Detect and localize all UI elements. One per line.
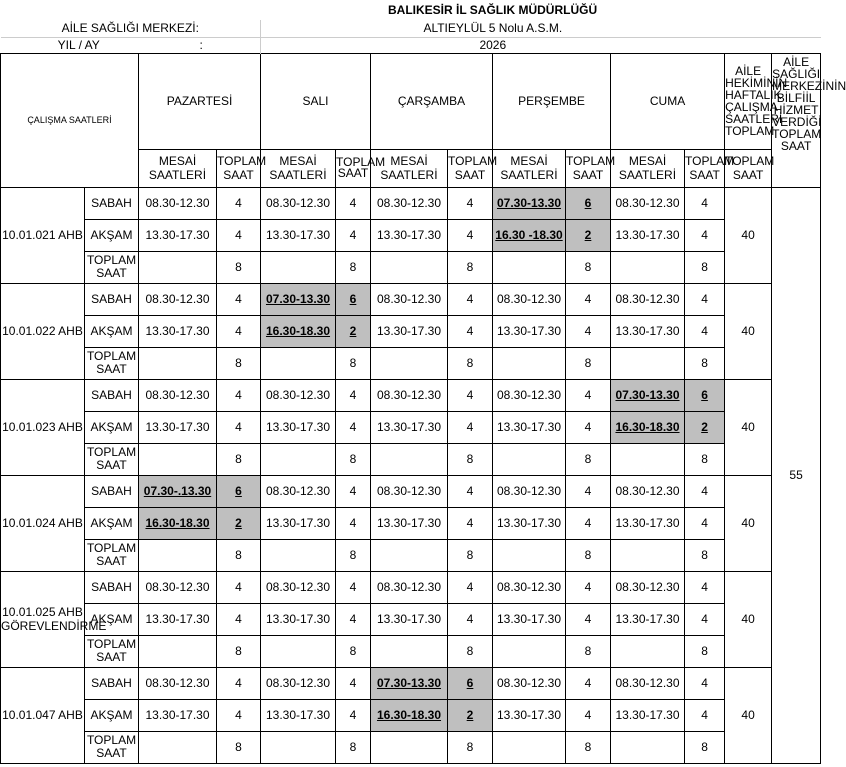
doctor-row-toplam — [1, 731, 821, 763]
sabah-total-friday: 4 — [685, 475, 725, 507]
sabah-total-thursday: 4 — [566, 475, 611, 507]
day-total-monday: 8 — [217, 347, 261, 379]
empty-cell — [371, 443, 448, 475]
aksam-total-monday: 4 — [217, 699, 261, 731]
sabah-hours-monday: 08.30-12.30 — [139, 667, 217, 699]
day-header-tuesday: SALI — [261, 53, 371, 149]
aksam-hours-tuesday: 13.30-17.30 — [261, 603, 336, 635]
sabah-hours-monday: 08.30-12.30 — [139, 187, 217, 219]
doctor-row-sabah — [1, 571, 821, 603]
sabah-hours-monday: 08.30-12.30 — [139, 571, 217, 603]
aksam-total-tuesday: 4 — [336, 603, 371, 635]
empty-cell — [261, 347, 336, 379]
sabah-total-friday: 4 — [685, 571, 725, 603]
aksam-total-thursday: 4 — [566, 699, 611, 731]
aksam-total-monday: 4 — [217, 603, 261, 635]
aksam-hours-wednesday: 13.30-17.30 — [371, 219, 448, 251]
aksam-hours-thursday: 13.30-17.30 — [493, 699, 566, 731]
shift-label-aksam: AKŞAM — [85, 315, 139, 347]
sabah-total-tuesday: 6 — [336, 283, 371, 315]
doctor-row-sabah — [1, 187, 821, 219]
aksam-hours-friday: 13.30-17.30 — [611, 699, 685, 731]
sabah-total-friday: 6 — [685, 379, 725, 411]
sabah-total-monday: 4 — [217, 571, 261, 603]
sabah-total-monday: 4 — [217, 283, 261, 315]
sabah-hours-thursday: 08.30-12.30 — [493, 283, 566, 315]
weekly-total: 40 — [725, 283, 772, 379]
sabah-total-tuesday: 4 — [336, 187, 371, 219]
aksam-hours-tuesday: 13.30-17.30 — [261, 219, 336, 251]
period-label: YIL / AY — [57, 38, 100, 52]
aksam-total-monday: 4 — [217, 219, 261, 251]
aksam-hours-thursday: 13.30-17.30 — [493, 603, 566, 635]
shift-label-toplam: TOPLAM SAAT — [85, 731, 139, 763]
doctor-row-aksam — [1, 699, 821, 731]
aksam-hours-friday: 13.30-17.30 — [611, 603, 685, 635]
aksam-hours-friday: 13.30-17.30 — [611, 219, 685, 251]
sabah-total-tuesday: 4 — [336, 667, 371, 699]
aksam-total-wednesday: 2 — [448, 699, 493, 731]
doctor-name: 10.01.047 AHB — [1, 667, 85, 763]
aksam-total-wednesday: 4 — [448, 411, 493, 443]
sabah-hours-thursday: 08.30-12.30 — [493, 667, 566, 699]
aksam-hours-wednesday: 13.30-17.30 — [371, 507, 448, 539]
day-total-tuesday: 8 — [336, 635, 371, 667]
asm-label: AİLE SAĞLIĞI MERKEZİ: — [1, 20, 261, 37]
doctor-row-aksam — [1, 315, 821, 347]
empty-cell — [261, 443, 336, 475]
weekly-total: 40 — [725, 379, 772, 475]
sabah-hours-tuesday: 08.30-12.30 — [261, 187, 336, 219]
sabah-hours-friday: 08.30-12.30 — [611, 475, 685, 507]
aksam-total-wednesday: 4 — [448, 219, 493, 251]
weekly-total: 40 — [725, 187, 772, 283]
sabah-total-thursday: 4 — [566, 571, 611, 603]
doctor-row-toplam — [1, 347, 821, 379]
sabah-total-thursday: 6 — [566, 187, 611, 219]
aksam-hours-monday: 13.30-17.30 — [139, 219, 217, 251]
empty-cell — [493, 443, 566, 475]
doctor-row-sabah — [1, 283, 821, 315]
shift-label-sabah: SABAH — [85, 475, 139, 507]
doctor-row-sabah — [1, 379, 821, 411]
empty-cell — [611, 635, 685, 667]
aksam-total-monday: 4 — [217, 315, 261, 347]
day-total-tuesday: 8 — [336, 251, 371, 283]
aksam-total-thursday: 2 — [566, 219, 611, 251]
toplam-saat-header: TOPLAM SAAT — [217, 149, 261, 187]
sabah-total-friday: 4 — [685, 283, 725, 315]
aksam-total-friday: 2 — [685, 411, 725, 443]
sabah-hours-tuesday: 08.30-12.30 — [261, 571, 336, 603]
day-total-wednesday: 8 — [448, 731, 493, 763]
period-value: 2026 — [479, 38, 507, 52]
shift-label-toplam: TOPLAM SAAT — [85, 251, 139, 283]
sabah-hours-friday: 08.30-12.30 — [611, 667, 685, 699]
aksam-hours-wednesday: 13.30-17.30 — [371, 315, 448, 347]
doctor-name: 10.01.023 AHB — [1, 379, 85, 475]
day-total-friday: 8 — [685, 731, 725, 763]
aksam-total-tuesday: 4 — [336, 411, 371, 443]
sabah-total-wednesday: 4 — [448, 283, 493, 315]
sabah-hours-monday: 08.30-12.30 — [139, 283, 217, 315]
sabah-total-tuesday: 4 — [336, 379, 371, 411]
mesai-header: MESAİ SAATLERİ — [493, 149, 566, 187]
sabah-hours-wednesday: 08.30-12.30 — [371, 283, 448, 315]
sabah-total-tuesday: 4 — [336, 571, 371, 603]
doctor-name: 10.01.024 AHB — [1, 475, 85, 571]
asm-value: ALTIEYLÜL 5 Nolu A.S.M. — [261, 20, 725, 37]
shift-label-aksam: AKŞAM — [85, 411, 139, 443]
sabah-hours-friday: 07.30-13.30 — [611, 379, 685, 411]
aksam-hours-wednesday: 16.30-18.30 — [371, 699, 448, 731]
shift-label-aksam: AKŞAM — [85, 219, 139, 251]
toplam-saat-header: TOPLAM SAAT — [566, 149, 611, 187]
empty-cell — [611, 731, 685, 763]
aksam-total-wednesday: 4 — [448, 603, 493, 635]
sabah-total-wednesday: 4 — [448, 379, 493, 411]
sabah-total-wednesday: 4 — [448, 475, 493, 507]
empty-cell — [493, 731, 566, 763]
aksam-total-friday: 4 — [685, 699, 725, 731]
empty-cell — [611, 251, 685, 283]
aksam-total-tuesday: 4 — [336, 699, 371, 731]
sabah-hours-monday: 08.30-12.30 — [139, 379, 217, 411]
mesai-header: MESAİ SAATLERİ — [261, 149, 336, 187]
aksam-total-friday: 4 — [685, 603, 725, 635]
aksam-total-wednesday: 4 — [448, 315, 493, 347]
center-total-header: AİLE SAĞLIĞI MERKEZİNİN BİLFİİL HİZMET VERDİĞİ TOPLAM SAAT — [772, 53, 821, 187]
doctor-name: 10.01.021 AHB — [1, 187, 85, 283]
sabah-hours-thursday: 08.30-12.30 — [493, 571, 566, 603]
weekly-total-header: AİLE HEKİMİNİN HAFTALIK ÇALIŞMA SAATLERİ TOPLAM — [725, 53, 772, 149]
empty-cell — [493, 251, 566, 283]
empty-cell — [371, 635, 448, 667]
aksam-hours-wednesday: 13.30-17.30 — [371, 411, 448, 443]
sabah-hours-wednesday: 08.30-12.30 — [371, 379, 448, 411]
day-total-thursday: 8 — [566, 251, 611, 283]
day-total-monday: 8 — [217, 731, 261, 763]
sabah-total-tuesday: 4 — [336, 475, 371, 507]
period-colon: : — [199, 38, 203, 52]
doctor-name: 10.01.022 AHB — [1, 283, 85, 379]
sabah-hours-wednesday: 08.30-12.30 — [371, 187, 448, 219]
day-total-thursday: 8 — [566, 347, 611, 379]
doctor-row-aksam — [1, 507, 821, 539]
aksam-total-friday: 4 — [685, 507, 725, 539]
toplam-saat-header: TOPLAM SAAT — [685, 149, 725, 187]
aksam-hours-tuesday: 13.30-17.30 — [261, 699, 336, 731]
aksam-total-tuesday: 4 — [336, 507, 371, 539]
sabah-hours-thursday: 07.30-13.30 — [493, 187, 566, 219]
aksam-hours-monday: 13.30-17.30 — [139, 603, 217, 635]
day-header-wednesday: ÇARŞAMBA — [371, 53, 493, 149]
sabah-hours-tuesday: 08.30-12.30 — [261, 379, 336, 411]
day-total-friday: 8 — [685, 347, 725, 379]
empty-cell — [611, 347, 685, 379]
shift-label-aksam: AKŞAM — [85, 699, 139, 731]
sabah-total-friday: 4 — [685, 667, 725, 699]
sabah-total-thursday: 4 — [566, 667, 611, 699]
doctor-name: 10.01.025 AHB GÖREVLENDİRME — [1, 571, 85, 667]
empty-cell — [371, 251, 448, 283]
aksam-hours-friday: 13.30-17.30 — [611, 507, 685, 539]
sabah-total-wednesday: 4 — [448, 571, 493, 603]
day-total-friday: 8 — [685, 539, 725, 571]
shift-label-sabah: SABAH — [85, 571, 139, 603]
aksam-hours-tuesday: 13.30-17.30 — [261, 507, 336, 539]
shift-label-aksam: AKŞAM — [85, 507, 139, 539]
empty-cell — [493, 635, 566, 667]
day-total-tuesday: 8 — [336, 539, 371, 571]
day-total-monday: 8 — [217, 635, 261, 667]
sabah-hours-tuesday: 08.30-12.30 — [261, 667, 336, 699]
empty-cell — [139, 251, 217, 283]
day-total-wednesday: 8 — [448, 443, 493, 475]
day-header-friday: CUMA — [611, 53, 725, 149]
aksam-hours-monday: 13.30-17.30 — [139, 315, 217, 347]
sabah-hours-thursday: 08.30-12.30 — [493, 475, 566, 507]
day-header-thursday: PERŞEMBE — [493, 53, 611, 149]
aksam-total-tuesday: 4 — [336, 219, 371, 251]
empty-cell — [261, 251, 336, 283]
aksam-total-thursday: 4 — [566, 411, 611, 443]
sabah-total-thursday: 4 — [566, 379, 611, 411]
toplam-saat-header: TOPLAM SAAT — [448, 149, 493, 187]
day-total-friday: 8 — [685, 443, 725, 475]
empty-cell — [139, 347, 217, 379]
toplam-saat-header: TOPLAM SAAT — [336, 149, 371, 187]
empty-cell — [493, 347, 566, 379]
shift-label-toplam: TOPLAM SAAT — [85, 635, 139, 667]
sabah-hours-friday: 08.30-12.30 — [611, 571, 685, 603]
aksam-hours-monday: 13.30-17.30 — [139, 699, 217, 731]
doctor-row-toplam — [1, 443, 821, 475]
mesai-header: MESAİ SAATLERİ — [371, 149, 448, 187]
aksam-hours-thursday: 13.30-17.30 — [493, 507, 566, 539]
aksam-hours-thursday: 13.30-17.30 — [493, 411, 566, 443]
aksam-hours-tuesday: 16.30-18.30 — [261, 315, 336, 347]
doctor-row-aksam — [1, 411, 821, 443]
aksam-total-friday: 4 — [685, 219, 725, 251]
shift-label-toplam: TOPLAM SAAT — [85, 347, 139, 379]
empty-cell — [261, 635, 336, 667]
sabah-total-monday: 4 — [217, 379, 261, 411]
doctor-row-toplam — [1, 539, 821, 571]
sabah-total-thursday: 4 — [566, 283, 611, 315]
aksam-total-tuesday: 2 — [336, 315, 371, 347]
day-total-wednesday: 8 — [448, 539, 493, 571]
aksam-hours-monday: 16.30-18.30 — [139, 507, 217, 539]
day-total-wednesday: 8 — [448, 251, 493, 283]
weekly-total: 40 — [725, 571, 772, 667]
sabah-hours-tuesday: 08.30-12.30 — [261, 475, 336, 507]
shift-label-sabah: SABAH — [85, 187, 139, 219]
empty-cell — [371, 731, 448, 763]
aksam-total-wednesday: 4 — [448, 507, 493, 539]
day-total-monday: 8 — [217, 443, 261, 475]
sabah-total-wednesday: 4 — [448, 187, 493, 219]
sabah-hours-wednesday: 08.30-12.30 — [371, 571, 448, 603]
aksam-total-thursday: 4 — [566, 507, 611, 539]
day-total-wednesday: 8 — [448, 347, 493, 379]
empty-cell — [371, 347, 448, 379]
aksam-hours-friday: 13.30-17.30 — [611, 315, 685, 347]
day-total-friday: 8 — [685, 635, 725, 667]
sabah-total-monday: 6 — [217, 475, 261, 507]
empty-cell — [261, 539, 336, 571]
work-hours-header: ÇALIŞMA SAATLERİ — [1, 53, 139, 187]
empty-cell — [611, 443, 685, 475]
empty-cell — [139, 443, 217, 475]
sabah-total-friday: 4 — [685, 187, 725, 219]
day-total-friday: 8 — [685, 251, 725, 283]
doctor-row-toplam — [1, 251, 821, 283]
empty-cell — [611, 539, 685, 571]
aksam-hours-thursday: 13.30-17.30 — [493, 315, 566, 347]
aksam-total-friday: 4 — [685, 315, 725, 347]
aksam-hours-thursday: 16.30 -18.30 — [493, 219, 566, 251]
empty-cell — [139, 731, 217, 763]
day-total-thursday: 8 — [566, 539, 611, 571]
day-total-wednesday: 8 — [448, 635, 493, 667]
aksam-hours-wednesday: 13.30-17.30 — [371, 603, 448, 635]
sabah-hours-wednesday: 07.30-13.30 — [371, 667, 448, 699]
doctor-row-aksam — [1, 219, 821, 251]
day-header-monday: PAZARTESİ — [139, 53, 261, 149]
empty-cell — [261, 731, 336, 763]
doctor-row-aksam — [1, 603, 821, 635]
weekly-total: 40 — [725, 667, 772, 763]
sabah-total-wednesday: 6 — [448, 667, 493, 699]
sabah-hours-friday: 08.30-12.30 — [611, 283, 685, 315]
day-total-thursday: 8 — [566, 731, 611, 763]
page-title: BALIKESİR İL SAĞLIK MÜDÜRLÜĞÜ — [388, 3, 598, 17]
empty-cell — [493, 539, 566, 571]
shift-label-sabah: SABAH — [85, 379, 139, 411]
shift-label-toplam: TOPLAM SAAT — [85, 443, 139, 475]
day-total-monday: 8 — [217, 251, 261, 283]
aksam-total-thursday: 4 — [566, 603, 611, 635]
sabah-hours-monday: 07.30-.13.30 — [139, 475, 217, 507]
doctor-row-sabah — [1, 667, 821, 699]
empty-cell — [139, 539, 217, 571]
day-total-tuesday: 8 — [336, 347, 371, 379]
sabah-hours-wednesday: 08.30-12.30 — [371, 475, 448, 507]
aksam-total-monday: 4 — [217, 411, 261, 443]
shift-label-toplam: TOPLAM SAAT — [85, 539, 139, 571]
day-total-tuesday: 8 — [336, 443, 371, 475]
sabah-total-monday: 4 — [217, 667, 261, 699]
mesai-header: MESAİ SAATLERİ — [611, 149, 685, 187]
empty-cell — [371, 539, 448, 571]
doctor-row-toplam — [1, 635, 821, 667]
aksam-hours-friday: 16.30-18.30 — [611, 411, 685, 443]
doctor-row-sabah — [1, 475, 821, 507]
day-total-tuesday: 8 — [336, 731, 371, 763]
day-total-thursday: 8 — [566, 443, 611, 475]
day-total-monday: 8 — [217, 539, 261, 571]
mesai-header: MESAİ SAATLERİ — [139, 149, 217, 187]
center-total: 55 — [772, 187, 821, 763]
shift-label-sabah: SABAH — [85, 667, 139, 699]
aksam-total-thursday: 4 — [566, 315, 611, 347]
sabah-total-monday: 4 — [217, 187, 261, 219]
shift-label-aksam: AKŞAM — [85, 603, 139, 635]
sabah-hours-friday: 08.30-12.30 — [611, 187, 685, 219]
aksam-total-monday: 2 — [217, 507, 261, 539]
aksam-hours-monday: 13.30-17.30 — [139, 411, 217, 443]
sabah-hours-thursday: 08.30-12.30 — [493, 379, 566, 411]
day-total-thursday: 8 — [566, 635, 611, 667]
sabah-hours-tuesday: 07.30-13.30 — [261, 283, 336, 315]
weekly-total: 40 — [725, 475, 772, 571]
toplam-saat-header: TOPLAM SAAT — [725, 149, 772, 187]
aksam-hours-tuesday: 13.30-17.30 — [261, 411, 336, 443]
empty-cell — [139, 635, 217, 667]
shift-label-sabah: SABAH — [85, 283, 139, 315]
